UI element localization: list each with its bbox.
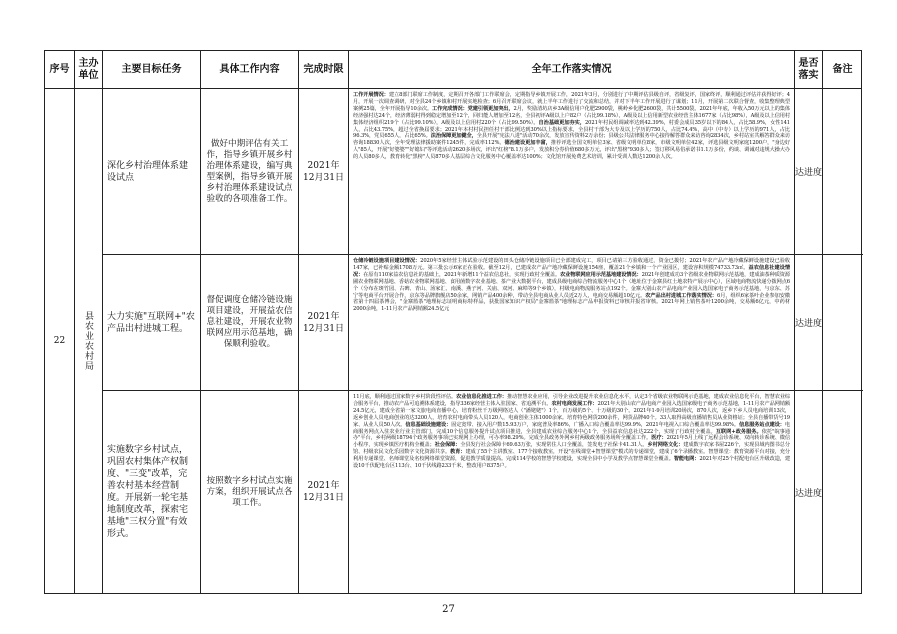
header-impl: 全年工作落实情况: [349, 51, 795, 89]
header-goal: 主要目标任务: [103, 51, 201, 89]
impl-cell: [349, 89, 795, 254]
date-cell: 2021年12月31日: [299, 255, 349, 390]
impl-text: 2021年大别山农产品电商产业园入选国家级电子商务示范基地，1-11月农产品网销额24.5亿元，建成全省第一家文旅电商直播中心，培育粉丝千万级网络达人（"潘姥姥"）1个，百万级的5个、十万级的30个。2021年1-9月培训20场次，870人次，返乡下乡人员电商培训13次，返乡创业人员电商创业的达3200人，培育农村电商带头人员120人，电商创业主体1000余家。培育特色网货200余件，网货品牌40个。33人取得高级直播销售员从业资格证；全县自播带货号19家、从业人员50人次。: [353, 400, 790, 428]
impl-text: 推荐评选全国文明单位3家、省级文明单位8家，市级文明单位42家，评选县级文明家庭1200户，"身边好人"85人，开展"好婆婆""好媳妇"等评选活动2620多场次，评出"红榜"8.1万多户，发放积分券价值680多万元，评出"黑榜"930多人；签订移风易俗承诺书1.1万多份，约谈、调诫对违规大操大办的人员80多人，教育转化"黑榜"人员870多人基层综合文化服务中心覆盖率达100%；文化馆开展免费艺术培训，累计受训人数达1200余人次。: [353, 140, 790, 161]
impl-heading: 农业物联网应用示范基地建设情况：: [560, 271, 642, 278]
impl-heading: 法治保障更加健全，: [430, 133, 477, 140]
impl-text: 2021年村民组调减率达到42.39%，村委会成员35岁以下的84人，占比58.9%，女性141人，占比43.75%，超过全省换届要求；2021年本村村民担任村干部比例达到30%以上指标要求，全县村干部为大专及以上学历的750人，占比74.4%，高中（中专）以上学历的971人，占比96.3%，党员655人，占比65%。: [353, 119, 790, 140]
header-no: 序号: [45, 51, 75, 89]
table-row: [103, 391, 863, 593]
impl-text: 依托"皖事通办"平台，乡村两级18794个政务服务事项已实现网上办理，可办率98.29%。完成全县政务外网乡村两级政务服务场所全覆盖工作。: [353, 428, 790, 442]
impl-text: 建立8部门联席工作制度，定期召开各部门工作联席会，定期指导乡镇开展工作，2021年3月，分别进行了中期评估县级自评，省级复评，国家终评，顺利通过评估并获得好评；4月，开展一次调查调研，对全县24个乡镇和村开展实地检查；6月召开联席会议，就上半年工作进行了交流和总结，并对下半年工作开展进行了谋划；11月，开展第二次联合督查，收集整理典型案例25篇，全年开展指导10余次。: [353, 92, 790, 112]
remark-cell: [823, 255, 861, 390]
table-header: [45, 51, 861, 89]
goal-cell: 实施数字乡村试点，巩固农村集体产权制度、"三变"改革，完善农村基本经营制度。开展新一轮宅基地制度改革，探索宅基地"三权分置"有效形式。: [103, 391, 201, 593]
impl-heading: 工作完成情况：党建引领更加突出，: [432, 105, 514, 112]
goal-cell: 深化乡村治理体系建设试点: [103, 89, 201, 254]
header-date: 完成时限: [299, 51, 349, 89]
impl-text: 建成了55个主讲教室、177个接收教室，开设"在线课堂+智慧课堂"模式的专递课堂，建成了6个录播教室。智慧课堂：教育资源平台对接，充分利用专递课堂、名师课堂及名校网络课堂资源，促进教学质量提高。完成114学校的智慧学校建设，实现全县中小学及教学点智慧课堂全覆盖。: [353, 449, 790, 463]
header-unit: 主办单位: [75, 51, 103, 89]
impl-heading: 益农信息社建设情况：: [353, 264, 791, 278]
impl-heading: 智能电网：: [673, 456, 700, 463]
date-cell: 2021年12月31日: [299, 89, 349, 254]
impl-text: 建成数字农家书屋226个，实现县域内图书总分馆、村级农民文化乐园数字文化资源共享。: [353, 442, 790, 456]
impl-heading: 医疗：: [651, 435, 667, 442]
header-work: 具体工作内容: [201, 51, 299, 89]
impl-heading: 工作开展情况：: [353, 92, 389, 98]
impl-heading: 农业信息化推进工作：: [456, 394, 507, 400]
row-number: 22: [45, 89, 75, 593]
impl-heading: 自治基础更加夯实，: [538, 119, 585, 126]
impl-text: 11月底，顺利通过国家数字乡村阶段性评估。: [353, 394, 457, 400]
impl-heading: 农产品出村进城工作落实情况：: [645, 292, 717, 299]
status-cell: 达进度: [795, 89, 823, 254]
impl-heading: 信息基础设施建设：: [405, 421, 452, 428]
impl-cell: [349, 255, 795, 390]
header-remark: 备注: [823, 51, 862, 89]
status-cell: 达进度: [795, 391, 823, 593]
impl-text: 在原有110家益农信息社的基础上，2021年新增11个益农信息社，实现行政村全覆盖。: [363, 271, 561, 278]
impl-text: 2020年5家经营主体试验示范建设的田头仓储冷链设施项目已全部建成完工，项目已请第三方验收通过，资金已拨付；2021年农产品产地冷藏保鲜设施建设已验收147家，已补贴金额1708万元。第三批公示6家正在验收。截至12月，已建成农产品产地冷藏保鲜设施154座，覆盖21个乡镇和一个产业园区，建设容积规模74733.73㎡。: [353, 258, 790, 271]
impl-heading: 教育：: [450, 449, 466, 456]
impl-heading: 仓储冷链设施项目建设情况：: [353, 258, 421, 264]
table-body: [45, 89, 861, 593]
goal-cell: 大力实施"互联网+"农产品出村进城工程。: [103, 255, 201, 390]
date-cell: 2021年12月31日: [299, 391, 349, 593]
impl-text: 2月，奖励清坊店乡3A级信用户化肥2900袋，桃岭乡化肥2600袋，共计5500袋。2021年年底，年收入50万元以上的集体经济强村达24个，经济薄弱村得到稳定增加至12个，回归能人增加至12名，全县初评A级以上户82户（占比99.18%），A级及以上信用新型农业经营主体1677家（占比98%），A级及以上信用村集体经济组织219个（占比99.10%），A级及以上信用村220个（占比99.50%）。: [353, 105, 790, 126]
task-rows: [103, 89, 863, 593]
work-cell: 做好中期评估有关工作，指导乡镇开展乡村治理体系建设，编写典型案例，指导乡镇开展乡村治理体系建设试点验收的各项准备工作。: [201, 89, 299, 254]
work-cell: 按照数字乡村试点实施方案，组织开展试点各项工作。: [201, 391, 299, 593]
impl-text: 固定宽带、接入用户数15.93万户，家庭普及率86%，广播入口综合覆盖率达99.9%，2021年电视入口综合覆盖率达99.98%。: [451, 421, 739, 428]
impl-text: 2021年5月上线了远程会诊系统、双向转诊系统、微信小程序，实现乡镇医疗机构全覆盖；: [353, 435, 791, 449]
impl-text: 电商服务网点入驻农业行业主管部门，完成10个信息服务提升试点项目推进，全县建成农业综合服务中心1个，全县益农信息社达222个，实现了行政村全覆盖。: [353, 421, 790, 435]
impl-text: 6月，组织6家茶叶企业参加安徽省第十四届茶博会，"金寨篮茶"地理标志证明商标特样品，获批国家知识产权局"金寨篮茶"地理标志产品申报资料已审核并报省审核。2021年网上销售茶叶1200余吨，交易额6亿元，中药材2000余吨，1-11月农产品网销额24.5亿元: [353, 292, 791, 313]
impl-text: 2021年创建成功3个省级农业物联网示范基地，建成油茶种质资源圃农业物联网基地、香菇农业物联网基地、食用菌数字农业基地、茶产业大数据平台，建成县级电商综合物流服务中心1个（地址位于金寨县红土地农特产展示中心），区域电商物流快递分拨网点6个（分布在斑竹园、古碑、青山、汤家汇、南溪、燕子河、关庙、双河、麻埠等9个乡镇），村级电商物流服务站点192个。金寨大别山农产品电商产业园入选国家电子商务示范基地，与京东、苏宁等电商平台开展合作，京东等品牌旗舰店50余家，网销产品400余种，带动全县电商从业人员近2万人，电商交易额超10亿元。: [353, 271, 790, 299]
table-row: [103, 255, 863, 391]
impl-text: 全县开展"宪法八进"活动70余次，发放宣传资料2万余份；县级公共法律服务中心接待解答群众来访咨询2834次，乡村站室共解答群众来访咨询18830人次，全年受理法律援助案件1245件，完成率112%。: [353, 133, 790, 147]
impl-text: 2021年对25个村配电台区升级改造，建设10千伏配电台区113台、10千伏线路233千米，整改用户8375户。: [353, 456, 790, 470]
impl-heading: 互联网+政务服务。: [715, 428, 762, 435]
remark-cell: [823, 391, 861, 593]
host-unit-label: 县农业农村局: [83, 311, 93, 371]
header-done: 是否落实: [795, 51, 823, 89]
table-row: [103, 89, 863, 255]
host-unit: [75, 89, 103, 593]
status-cell: 达进度: [795, 255, 823, 390]
impl-text: 全县发行社会保障卡69.63万张，实现常住人口全覆盖，签发电子社保卡41.31人。: [460, 442, 648, 449]
impl-heading: 德治建设更加丰富，: [504, 140, 551, 147]
remark-cell: [823, 89, 861, 254]
impl-heading: 乡村网络文化：: [647, 442, 684, 449]
impl-heading: 社会保障：: [434, 442, 461, 449]
work-cell: 督促调度仓储冷链设施项目建设，开展益农信息社建设，开展农业物联网应用示范基地，确保顺利验收。: [201, 255, 299, 390]
impl-heading: 农村电商发展工作：: [551, 400, 598, 407]
impl-cell: [349, 391, 795, 593]
impl-text: 推动智慧农业应用，引导企业改进提升农业信息化水平，认定3个省级农业物联网示范基地，建成农业信息化平台，智慧农业综合服务平台，推动农产品可追溯体系建设，指导336家经营主体入驻国家、省追溯平台。: [353, 394, 790, 407]
work-table: [44, 50, 862, 594]
page-number: 27: [442, 604, 455, 615]
impl-heading: 信息服务站点建设：: [739, 421, 785, 428]
